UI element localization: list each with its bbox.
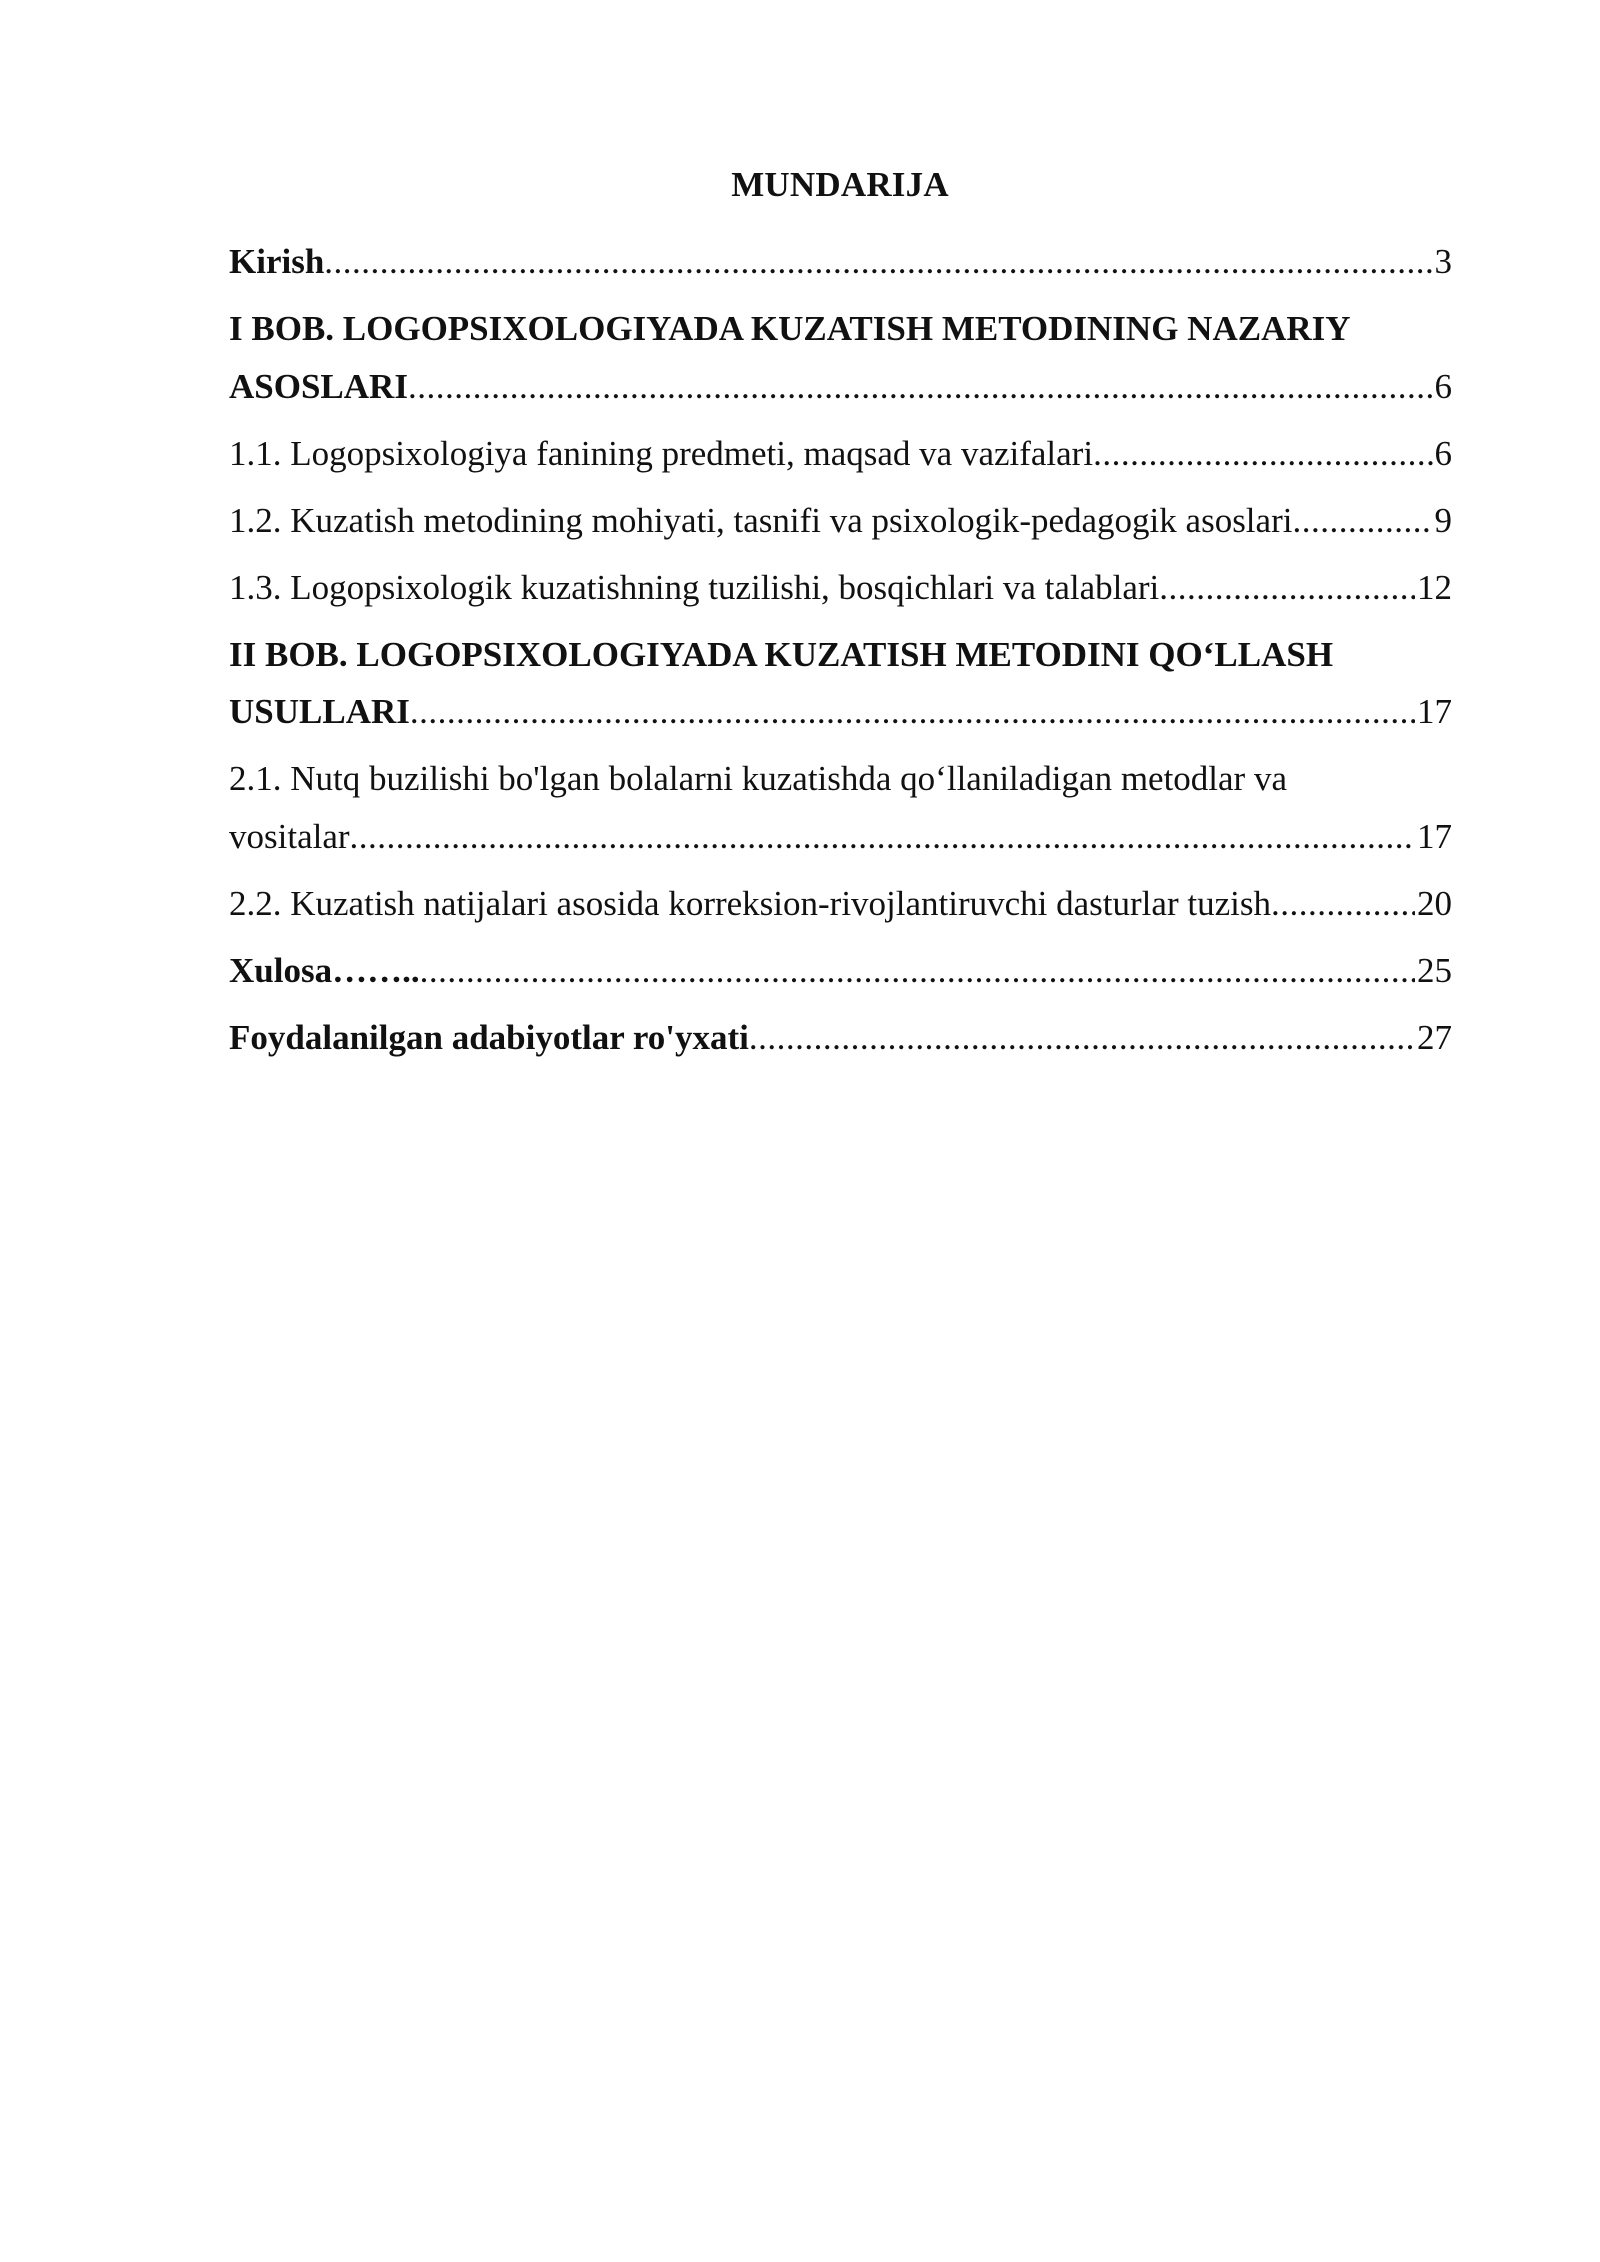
dot-leader — [420, 942, 1415, 1000]
dot-leader — [1093, 425, 1432, 483]
toc-entry-text: USULLARI — [229, 692, 410, 731]
toc-entry-xulosa[interactable] — [229, 942, 1452, 1000]
toc-title: MUNDARIJA — [731, 165, 949, 204]
toc-entry-kirish[interactable] — [229, 233, 1452, 291]
dot-leader — [1159, 559, 1415, 617]
toc-entry-section-1-3[interactable] — [229, 559, 1452, 617]
toc-entry-text: 1.3. Logopsixologik kuzatishning tuzilishi, bosqichlari va talablari — [229, 567, 1160, 607]
toc-page-number: 17 — [1417, 692, 1452, 731]
toc-page-number: 3 — [1434, 242, 1452, 281]
dot-leader — [749, 1009, 1415, 1067]
toc-entry-text-line1: I BOB. LOGOPSIXOLOGIYADA KUZATISH METODINING NAZARIY — [229, 309, 1351, 348]
dot-leader — [408, 358, 1433, 416]
toc-page-number: 6 — [1434, 433, 1452, 473]
toc-entry-section-2-2[interactable] — [229, 875, 1452, 933]
toc-entry-text: vositalar — [229, 816, 350, 856]
toc-entry-text: 2.2. Kuzatish natijalari asosida korreksion-rivojlantiruvchi dasturlar tuzish — [229, 883, 1271, 923]
toc-entry-section-1-2[interactable] — [229, 492, 1452, 550]
dot-leader — [1292, 492, 1432, 550]
toc-page-number: 17 — [1417, 816, 1452, 856]
toc-entry-text: 1.2. Kuzatish metodining mohiyati, tasnifi va psixologik-pedagogik asoslari — [229, 500, 1293, 540]
toc-entry-text: ASOSLARI — [229, 366, 408, 406]
table-of-contents — [229, 233, 1452, 1076]
toc-entry-text-line1: II BOB. LOGOPSIXOLOGIYADA KUZATISH METODINI QO‘LLASH — [229, 634, 1334, 674]
dot-leader — [410, 683, 1415, 741]
toc-page-number: 6 — [1434, 366, 1452, 406]
toc-page-number: 12 — [1417, 567, 1452, 607]
toc-entry-section-2-1[interactable] — [229, 750, 1452, 865]
toc-entry-text-line1: 2.1. Nutq buzilishi bo'lgan bolalarni kuzatishda qo‘llaniladigan metodlar va — [229, 759, 1287, 798]
toc-entry-text: Kirish — [229, 242, 325, 281]
toc-entry-section-1-1[interactable] — [229, 425, 1452, 483]
toc-entry-chapter-1[interactable] — [229, 300, 1452, 415]
toc-entry-text: Foydalanilgan adabiyotlar ro'yxati — [229, 1017, 749, 1057]
toc-entry-references[interactable] — [229, 1009, 1452, 1067]
toc-entry-text: Xulosa…….. — [229, 950, 420, 990]
toc-page-number: 20 — [1417, 883, 1452, 923]
toc-page-number: 25 — [1417, 950, 1452, 990]
dot-leader — [324, 233, 1432, 291]
dot-leader — [1271, 875, 1415, 933]
dot-leader — [350, 808, 1415, 866]
toc-page-number: 27 — [1417, 1017, 1452, 1057]
toc-page-number: 9 — [1434, 500, 1452, 540]
toc-entry-text: 1.1. Logopsixologiya fanining predmeti, maqsad va vazifalari — [229, 433, 1094, 473]
toc-entry-chapter-2[interactable] — [229, 626, 1452, 741]
